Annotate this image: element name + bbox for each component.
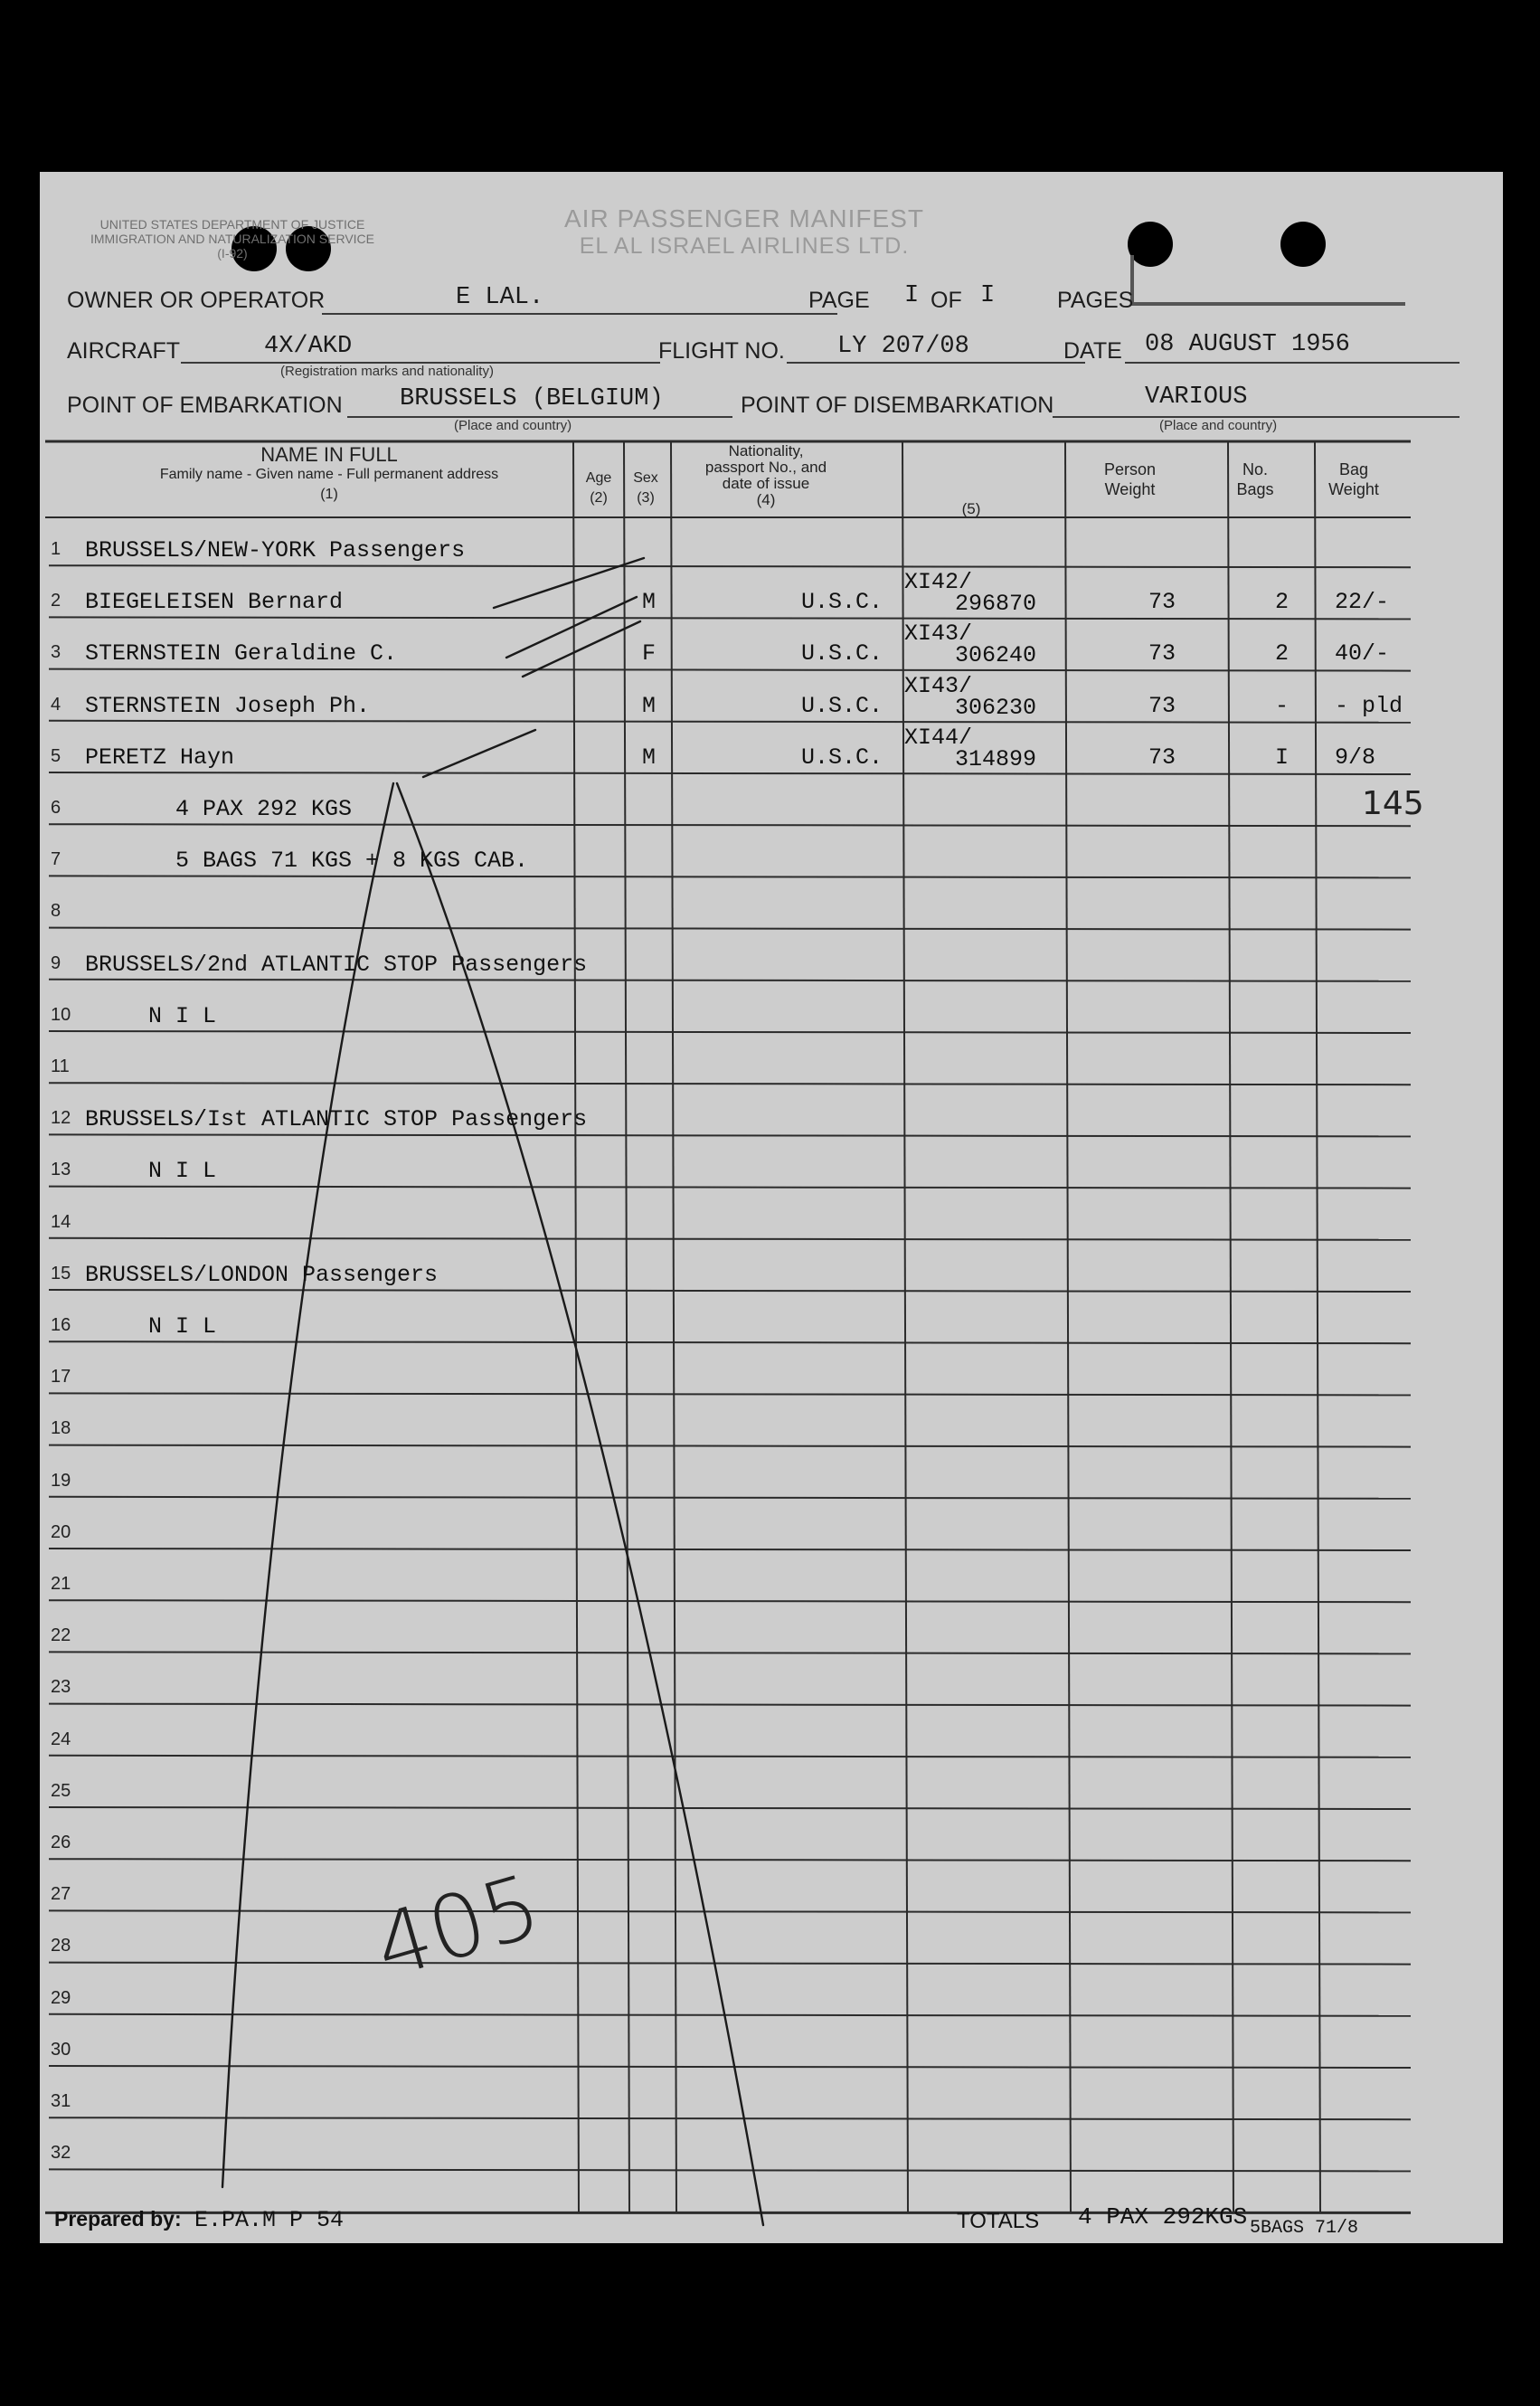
aircraft-note: (Registration marks and nationality) [280,364,494,379]
row-number: 9 [51,952,61,973]
col-header-age: Age (2) [585,470,612,506]
bag-weight: 40/- [1335,640,1390,668]
agency-line1: UNITED STATES DEPARTMENT OF JUSTICE [99,217,365,232]
page-num: I [904,282,920,309]
passenger-name: STERNSTEIN Geraldine C. [85,640,398,668]
passenger-name: N I L [148,1002,217,1029]
passenger-name: BRUSSELS/NEW-YORK Passengers [85,537,466,564]
passport-series: XI44/ [904,724,973,751]
aircraft-label: AIRCRAFT [67,338,180,364]
person-weight: 73 [1148,744,1176,771]
page-label: PAGE [808,288,870,313]
aircraft-value: 4X/AKD [264,333,353,360]
passenger-nationality: U.S.C. [801,692,883,719]
col-header-5: (5) [961,500,981,517]
bag-count: I [1275,744,1290,771]
passenger-name: BRUSSELS/Ist ATLANTIC STOP Passengers [85,1106,588,1133]
of-label: OF [931,288,962,313]
totals-label: TOTALS [957,2209,1040,2233]
strike-line [423,730,535,777]
passenger-name: 4 PAX 292 KGS [175,796,353,822]
passport-number: 306240 [955,642,1037,669]
passenger-sex: F [642,640,657,668]
manifest-sheet [40,172,1503,2243]
passenger-name: STERNSTEIN Joseph Ph. [85,692,371,719]
passport-series: XI43/ [904,620,973,648]
passenger-sex: M [642,589,657,616]
prepared-by [54,2207,344,2233]
form-title-line2: EL AL ISRAEL AIRLINES LTD. [579,233,910,259]
row-number: 10 [51,1004,71,1025]
col-header-bag-weight: Bag Weight [1328,460,1379,498]
handwritten-count: 145 [1362,785,1424,822]
passenger-nationality: U.S.C. [801,744,883,771]
row-number: 12 [51,1108,71,1129]
passenger-name: PERETZ Hayn [85,744,235,771]
row-number: 28 [51,1936,71,1956]
embark-label: POINT OF EMBARKATION [67,393,343,418]
flight-label: FLIGHT NO. [658,338,785,364]
bag-count: - [1275,692,1290,719]
prepared-value: E.PA.M P 54 [194,2207,345,2233]
passenger-name: 5 BAGS 71 KGS + 8 KGS CAB. [175,848,529,875]
passport-number: 306230 [955,694,1037,721]
bag-count: 2 [1275,640,1290,668]
totals-pax: 4 PAX 292KGS [1078,2203,1248,2231]
row-number: 5 [51,745,61,766]
passenger-sex: M [642,692,657,719]
row-number: 6 [51,798,61,818]
row-number: 26 [51,1833,71,1852]
totals-bags: 5BAGS 71/8 [1250,2218,1359,2239]
row-number: 22 [51,1625,71,1646]
passenger-nationality: U.S.C. [801,640,883,668]
pages-label: PAGES [1057,288,1134,313]
form-title-line1: AIR PASSENGER MANIFEST [564,204,924,232]
date-value: 08 AUGUST 1956 [1145,331,1350,358]
passenger-name: BIEGELEISEN Bernard [85,589,344,616]
row-number: 2 [51,591,61,611]
cancel-cross-stroke [397,783,763,2225]
passenger-name: N I L [148,1158,217,1185]
row-number: 1 [51,539,61,559]
row-number: 14 [51,1211,71,1232]
bag-weight: 22/- [1335,589,1390,616]
agency-line2: IMMIGRATION AND NATURALIZATION SERVICE [90,232,374,246]
prepared-label: Prepared by: [54,2207,182,2231]
bag-count: 2 [1275,589,1290,616]
strike-line [523,621,640,677]
embark-value: BRUSSELS (BELGIUM) [400,385,664,412]
row-number: 21 [51,1574,71,1594]
passport-number: 296870 [955,591,1037,618]
col-header-person-weight: Person Weight [1103,460,1157,498]
cancel-cross-stroke [222,783,393,2187]
passenger-sex: M [642,744,657,771]
row-number: 23 [51,1677,71,1698]
passenger-name: BRUSSELS/2nd ATLANTIC STOP Passengers [85,951,588,978]
row-number: 8 [51,901,61,922]
agency-form: (I-92) [217,246,248,260]
row-number: 20 [51,1521,71,1542]
row-number: 13 [51,1160,71,1180]
row-number: 29 [51,1987,71,2008]
strike-line [506,597,637,658]
row-number: 19 [51,1470,71,1491]
row-number: 30 [51,2039,71,2060]
col-header-name: NAME IN FULL Family name - Given name - Full permanent address (1) [159,443,499,502]
passenger-nationality: U.S.C. [801,589,883,616]
passport-series: XI42/ [904,569,973,596]
disembark-note: (Place and country) [1159,418,1278,433]
row-number: 17 [51,1367,71,1388]
row-number: 4 [51,694,61,715]
person-weight: 73 [1148,692,1176,719]
row-number: 16 [51,1315,71,1335]
person-weight: 73 [1148,640,1176,668]
row-number: 25 [51,1780,71,1801]
passenger-name: BRUSSELS/LONDON Passengers [85,1261,439,1288]
date-label: DATE [1063,338,1122,364]
owner-value: E LAL. [456,284,544,311]
passport-series: XI43/ [904,672,973,699]
row-number: 27 [51,1884,71,1905]
row-number: 7 [51,849,61,870]
person-weight: 73 [1148,589,1176,616]
row-number: 15 [51,1263,71,1284]
row-number: 11 [51,1056,70,1076]
bag-weight: 9/8 [1335,744,1376,771]
passenger-name: N I L [148,1313,217,1340]
page-total: I [980,282,996,309]
col-header-sex: Sex (3) [633,470,658,506]
disembark-label: POINT OF DISEMBARKATION [741,393,1054,418]
row-number: 3 [51,642,61,663]
row-number: 18 [51,1418,71,1439]
disembark-value: VARIOUS [1145,384,1248,411]
handwritten-stamp-number: 405 [364,1854,552,1999]
bag-weight: - pld [1335,692,1403,719]
embark-note: (Place and country) [454,418,572,433]
col-header-no-bags: No. Bags [1236,460,1274,498]
row-number: 32 [51,2143,71,2164]
flight-value: LY 207/08 [837,333,969,360]
passport-number: 314899 [955,745,1037,772]
owner-label: OWNER OR OPERATOR [67,288,326,313]
row-number: 24 [51,1729,71,1749]
col-header-nationality: Nationality, passport No., and date of issue (4) [704,442,827,508]
row-number: 31 [51,2091,71,2111]
